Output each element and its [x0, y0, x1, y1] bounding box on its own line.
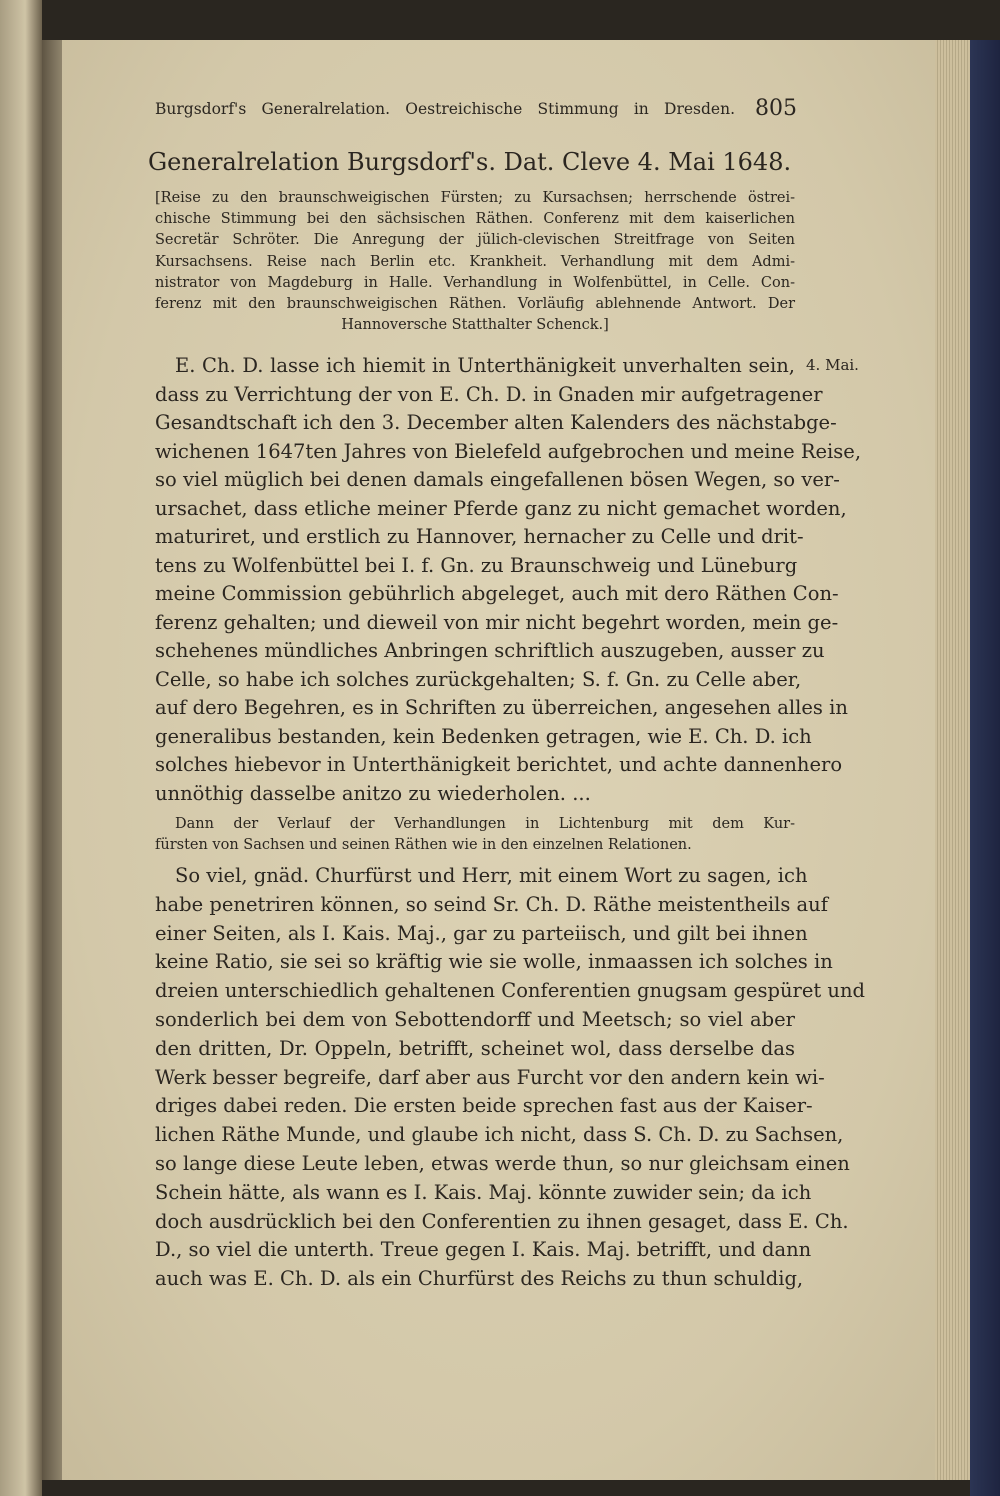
body-line: tens zu Wolfenbüttel bei I. f. Gn. zu Braunschweig und Lüneburg	[155, 553, 798, 577]
body-line: den dritten, Dr. Oppeln, betrifft, scheinet wol, dass derselbe das	[155, 1036, 795, 1060]
summary-line: Hannoversche Statthalter Schenck.]	[341, 317, 609, 334]
body-line: maturiret, und erstlich zu Hannover, hernacher zu Celle und drit-	[155, 525, 804, 548]
left-page-edge	[0, 0, 42, 1496]
summary-line: Secretär Schröter. Die Anregung der jülich-clevischen Streitfrage von Seiten	[155, 232, 795, 249]
page-number: 805	[755, 96, 797, 121]
body-line: keine Ratio, sie sei so kräftig wie sie wolle, inmaassen ich solches in	[155, 950, 833, 974]
body-line: Schein hätte, als wann es I. Kais. Maj. könnte zuwider sein; da ich	[155, 1180, 812, 1204]
summary-line: [Reise zu den braunschweigischen Fürsten; zu Kursachsen; herrschende östrei-	[155, 190, 795, 206]
summary-line: chische Stimmung bei den sächsischen Räthen. Conferenz mit dem kaiserlichen	[155, 211, 795, 228]
body-line: wichenen 1647ten Jahres von Bielefeld aufgebrochen und meine Reise,	[155, 439, 862, 463]
document-title: Generalrelation Burgsdorf's. Dat. Cleve 4. Mai 1648.	[148, 148, 792, 176]
page-stack-edge	[935, 40, 975, 1480]
body-line: unnöthig dasselbe anitzo zu wiederholen. ...	[155, 781, 591, 805]
body-line: generalibus bestanden, kein Bedenken getragen, wie E. Ch. D. ich	[155, 724, 812, 748]
body-line: Gesandtschaft ich den 3. December alten Kalenders des nächstabge-	[155, 411, 837, 434]
body-line: ursachet, dass etliche meiner Pferde ganz zu nicht gemachet worden,	[155, 496, 847, 520]
body-line: D., so viel die unterth. Treue gegen I. Kais. Maj. betrifft, und dann	[155, 1238, 812, 1262]
editorial-note-line: fürsten von Sachsen und seinen Räthen wie in den einzelnen Relationen.	[155, 837, 692, 853]
book-cover	[970, 40, 1000, 1496]
body-line: einer Seiten, als I. Kais. Maj., gar zu parteiisch, und gilt bei ihnen	[155, 921, 808, 945]
body-line: ferenz gehalten; und dieweil von mir nicht begehrt worden, mein ge-	[155, 610, 839, 634]
body-line: Celle, so habe ich solches zurückgehalten; S. f. Gn. zu Celle aber,	[155, 667, 802, 691]
body-line: meine Commission gebührlich abgeleget, auch mit dero Räthen Con-	[155, 582, 839, 605]
body-line: doch ausdrücklich bei den Conferentien zu ihnen gesaget, dass E. Ch.	[155, 1209, 849, 1233]
margin-date-note: 4. Mai.	[806, 356, 859, 374]
body-line: schehenes mündliches Anbringen schriftlich auszugeben, ausser zu	[155, 639, 825, 662]
body-line: so lange diese Leute leben, etwas werde thun, so nur gleichsam einen	[155, 1152, 850, 1175]
editorial-note-line: Dann der Verlauf der Verhandlungen in Lichtenburg mit dem Kur-	[175, 816, 795, 832]
body-line: dreien unterschiedlich gehaltenen Conferentien gnugsam gespüret und	[155, 979, 866, 1003]
body-line: lichen Räthe Munde, und glaube ich nicht, dass S. Ch. D. zu Sachsen,	[155, 1123, 844, 1147]
body-line: habe penetriren können, so seind Sr. Ch. D. Räthe meistentheils auf	[155, 892, 828, 916]
body-line: auch was E. Ch. D. als ein Churfürst des Reichs zu thun schuldig,	[155, 1267, 804, 1291]
body-line: solches hiebevor in Unterthänigkeit berichtet, und achte dannenhero	[155, 753, 843, 776]
summary-line: ferenz mit den braunschweigischen Räthen. Vorläufig ablehnende Antwort. Der	[155, 296, 795, 312]
body-line: So viel, gnäd. Churfürst und Herr, mit einem Wort zu sagen, ich	[175, 864, 808, 887]
running-header: Burgsdorf's Generalrelation. Oestreichische Stimmung in Dresden.	[155, 100, 735, 118]
body-line: driges dabei reden. Die ersten beide sprechen fast aus der Kaiser-	[155, 1094, 813, 1118]
body-line: sonderlich bei dem von Sebottendorff und Meetsch; so viel aber	[155, 1008, 795, 1031]
summary-line: Kursachsens. Reise nach Berlin etc. Krankheit. Verhandlung mit dem Admi-	[155, 253, 795, 270]
body-line: auf dero Begehren, es in Schriften zu überreichen, angesehen alles in	[155, 696, 848, 719]
body-line: dass zu Verrichtung der von E. Ch. D. in Gnaden mir aufgetragener	[155, 382, 823, 406]
summary-line: nistrator von Magdeburg in Halle. Verhandlung in Wolfenbüttel, in Celle. Con-	[155, 274, 795, 291]
body-line: so viel müglich bei denen damals eingefallenen bösen Wegen, so ver-	[155, 468, 840, 491]
body-line: Werk besser begreife, darf aber aus Furcht vor den andern kein wi-	[155, 1065, 825, 1089]
body-line: E. Ch. D. lasse ich hiemit in Unterthänigkeit unverhalten sein,	[175, 354, 795, 377]
